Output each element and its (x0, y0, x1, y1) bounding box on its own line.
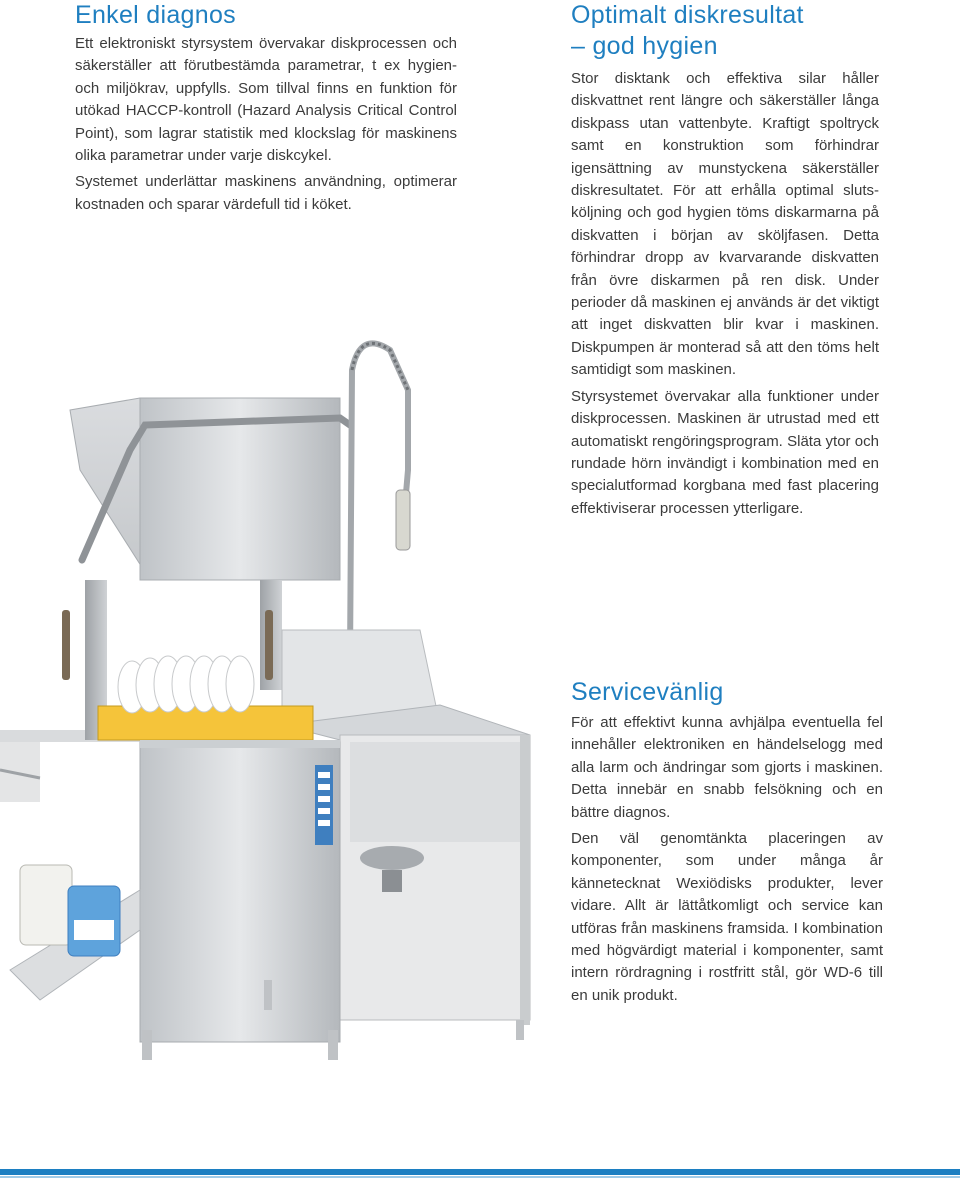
machine-body (140, 742, 340, 1042)
section-servicevanlig (571, 677, 883, 1007)
heading-optimalt-diskresultat (571, 0, 879, 62)
paragraph: Styrsystemet övervakar alla funktioner under diskprocessen. Maskinen är utrustad med ett automatiskt rengöringsprogram. Släta ytor och rundade hörn invändigt i kombination med en specialutformad korgbana med fast placering effektiviserar processen ytterligare. (571, 387, 879, 517)
heading-line-1: Optimalt diskresultat (571, 1, 804, 29)
paragraph: Den väl genomtänkta placeringen av komponenter, som under många år kännetecknat Wexiödisks produkter, lever vidare. Allt är lättåtkomligt och service kan utföras från maskinens framsida. I kombination med högvärdigt material i komponenter, samt intern rördragning i rostfritt stål, gör WD-6 till en unik produkt. (571, 830, 883, 1004)
detergent-canister (20, 865, 72, 945)
dishwasher-product-photo (0, 330, 540, 1070)
paragraph: Ett elektroniskt styrsystem övervakar diskprocessen och säkerställer att förutbestämda parametrar, t ex hygien- och miljökrav, uppfylls. Som tillval finns en funktion för utökad HACCP-kontroll (Hazard Analysis Critical Control Point), som lagrar statistik med klockslag för maskinens olika parametrar under varje diskcykel. (75, 35, 457, 165)
footer-rule (0, 1169, 960, 1175)
heading-enkel-diagnos: Enkel diagnos (75, 1, 236, 29)
paragraph: Systemet underlättar maskinens användning, optimerar kostnaden och sparar värdefull tid i köket. (75, 173, 457, 213)
paragraph: För att effektivt kunna avhjälpa eventuella fel innehåller elektroniken en händelselogg med alla larm och ändringar som gjorts i maskinen. Detta innebär en snabb felsökning och en bättre diagnos. (571, 714, 883, 821)
paragraph: Stor disktank och effektiva silar håller diskvattnet rent längre och säkerställer långa diskpass utan vattenbyte. Kraftigt spoltryck samt en konstruktion som förhindrar igensättning av munstyckena säkerställer diskresultatet. För att erhålla optimal slutsköljning och god hygien töms diskarmarna på diskvatten i början av sköljfasen. Detta förhindrar dropp av kvarvarande diskvatten från övre diskarmen på ren disk. Under perioder då maskinen ej används är det viktigt att inget diskvatten blir kvar i maskinen. Diskpumpen är monterad så att den töms helt samtidigt som maskinen. (571, 70, 879, 379)
footer-rule-thin (0, 1176, 960, 1178)
section-enkel-diagnos (75, 0, 457, 216)
section-optimalt-diskresultat (571, 0, 879, 520)
heading-servicevanlig: Servicevänlig (571, 678, 724, 706)
heading-line-2: – god hygien (571, 32, 718, 60)
